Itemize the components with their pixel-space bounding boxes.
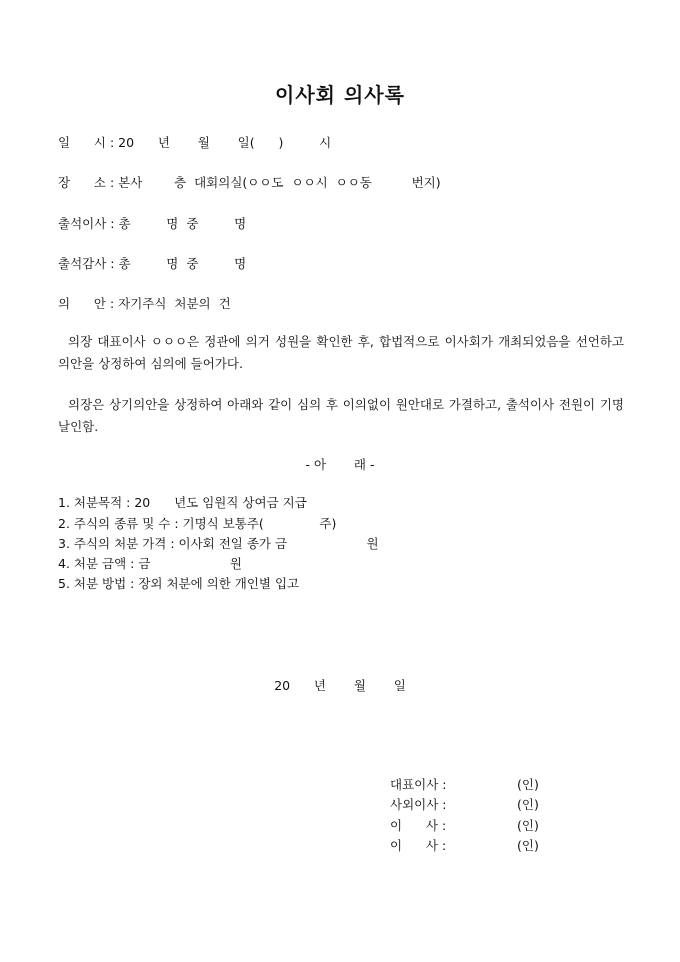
signature-role: 이 사 :: [390, 838, 447, 853]
date-line: 20 년 월 일: [274, 678, 406, 693]
signature-role: 사외이사 :: [390, 797, 447, 812]
list-item: 3. 주식의 처분 가격 : 이사회 전일 종가 금 원: [58, 536, 379, 551]
list-item: 1. 처분목적 : 20 년도 임원직 상여금 지급: [58, 495, 307, 510]
seal-mark: (인): [517, 797, 539, 812]
signature-role: 이 사 :: [390, 818, 447, 833]
signature-role: 대표이사 :: [390, 777, 447, 792]
below-heading: - 아 래 -: [305, 457, 375, 472]
field-agenda: 의 안 : 자기주식 처분의 건: [58, 296, 231, 311]
field-datetime: 일 시 : 20 년 월 일( ) 시: [58, 135, 332, 150]
seal-mark: (인): [517, 818, 539, 833]
list-item: 4. 처분 금액 : 금 원: [58, 556, 242, 571]
field-directors: 출석이사 : 총 명 중 명: [58, 216, 247, 231]
list-item: 5. 처분 방법 : 장외 처분에 의한 개인별 입고: [58, 576, 300, 591]
field-auditors: 출석감사 : 총 명 중 명: [58, 256, 247, 271]
field-place: 장 소 : 본사 층 대회의실(ㅇㅇ도 ㅇㅇ시 ㅇㅇ동 번지): [58, 175, 441, 190]
document-title: 이사회 의사록: [275, 83, 405, 107]
paragraph-resolution: 의장은 상기의안을 상정하여 아래와 같이 심의 후 이의없이 원안대로 가결하고, 출석이사 전원이 기명 날인함.: [58, 397, 624, 434]
seal-mark: (인): [517, 838, 539, 853]
seal-mark: (인): [517, 777, 539, 792]
paragraph-opening: 의장 대표이사 ㅇㅇㅇ은 정관에 의거 성원을 확인한 후, 합법적으로 이사회가 개최되었음을 선언하고 의안을 상정하여 심의에 들어가다.: [58, 334, 624, 371]
list-item: 2. 주식의 종류 및 수 : 기명식 보통주( 주): [58, 516, 337, 531]
